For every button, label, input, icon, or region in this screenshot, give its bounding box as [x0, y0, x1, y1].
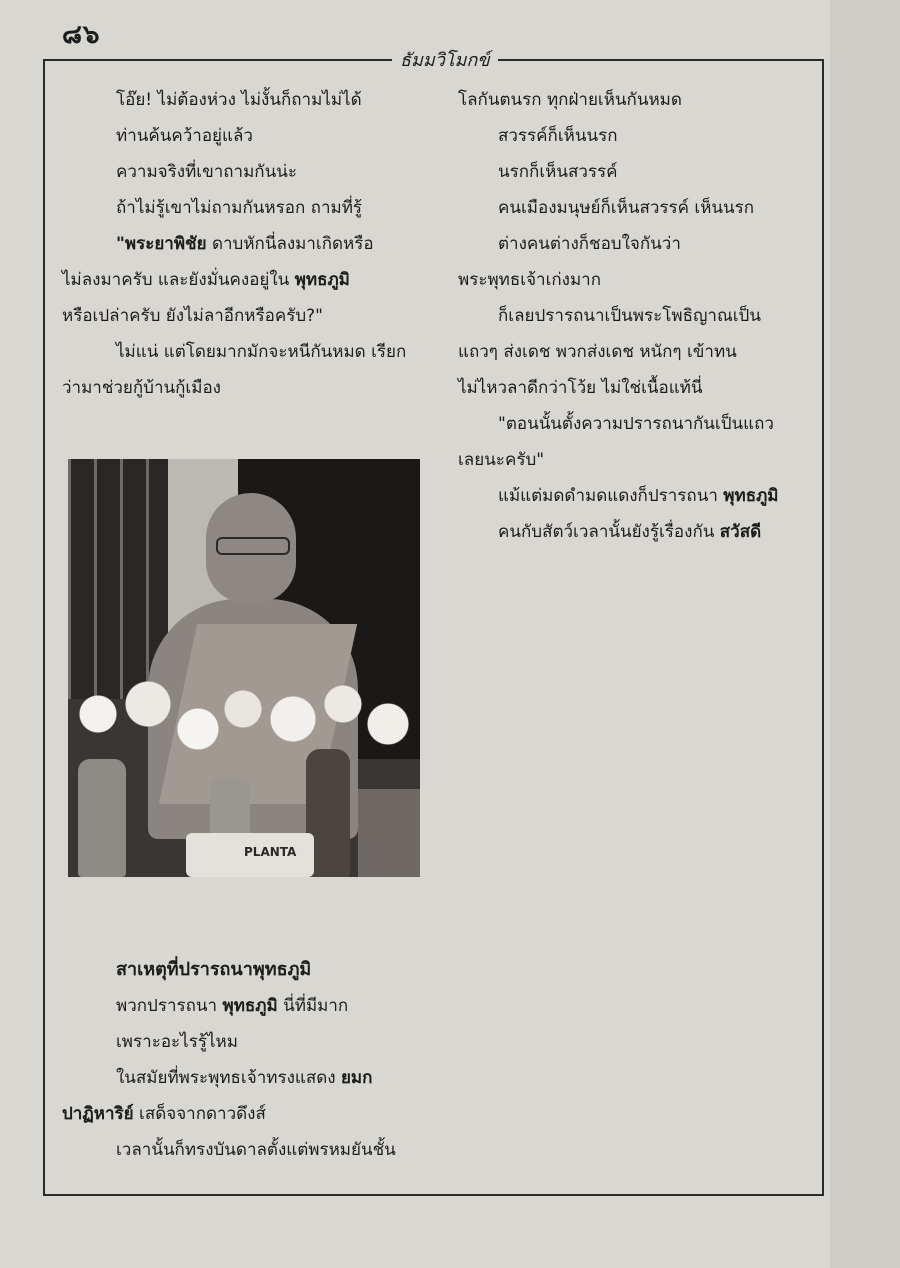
text-line: "พระยาพิชัย ดาบหักนี่ลงมาเกิดหรือ — [116, 234, 374, 254]
running-header: ธัมมวิโมกข์ — [392, 45, 498, 74]
photo-tin — [186, 833, 314, 877]
text-line: นรกก็เห็นสวรรค์ — [498, 162, 618, 182]
text-line: โอ๊ย! ไม่ต้องห่วง ไม่งั้นก็ถามไม่ได้ — [116, 90, 362, 110]
text-line: ในสมัยที่พระพุทธเจ้าทรงแสดง ยมก — [116, 1068, 373, 1088]
text-line: หรือเปล่าครับ ยังไม่ลาอีกหรือครับ?" — [62, 306, 323, 326]
text-line: เวลานั้นก็ทรงบันดาลตั้งแต่พรหมยันชั้น — [116, 1140, 396, 1160]
photo-tray — [358, 789, 420, 877]
text-line: พระพุทธเจ้าเก่งมาก — [458, 270, 602, 290]
text-line: ต่างคนต่างก็ชอบใจกันว่า — [498, 234, 681, 254]
photo-vase — [78, 759, 126, 877]
monk-photo — [68, 459, 420, 877]
text-line: คนเมืองมนุษย์ก็เห็นสวรรค์ เห็นนรก — [498, 198, 755, 218]
text-line: "ตอนนั้นตั้งความปรารถนากันเป็นแถว — [498, 414, 774, 434]
text-line: ไม่ลงมาครับ และยังมั่นคงอยู่ใน พุทธภูมิ — [62, 270, 350, 290]
text-line: เลยนะครับ" — [458, 450, 545, 470]
text-line: สวรรค์ก็เห็นนรก — [498, 126, 618, 146]
text-line: ปาฏิหาริย์ เสด็จจากดาวดึงส์ — [62, 1104, 266, 1124]
page-edge-shadow — [830, 0, 900, 1268]
left-column-bottom — [62, 952, 442, 1168]
bold-term: สวัสดี — [719, 522, 762, 542]
bold-term: "พระยาพิชัย — [116, 234, 207, 254]
text-line: ว่ามาช่วยกู้บ้านกู้เมือง — [62, 378, 221, 398]
text-line: ความจริงที่เขาถามกันน่ะ — [116, 162, 297, 182]
bold-term: พุทธภูมิ — [723, 486, 779, 506]
text-line: โลกันตนรก ทุกฝ่ายเห็นกันหมด — [458, 90, 682, 110]
photo-glasses — [216, 537, 290, 555]
text-line: เพราะอะไรรู้ไหม — [116, 1032, 238, 1052]
text-line: ท่านค้นคว้าอยู่แล้ว — [116, 126, 253, 146]
tin-label: PLANTA — [244, 845, 297, 859]
text-line: พวกปรารถนา พุทธภูมิ นี่ที่มีมาก — [116, 996, 349, 1016]
text-line: แถวๆ ส่งเดช พวกส่งเดช หนักๆ เข้าทน — [458, 342, 737, 362]
bold-term: พุทธภูมิ — [294, 270, 350, 290]
text-line: แม้แต่มดดำมดแดงก็ปรารถนา พุทธภูมิ — [498, 486, 779, 506]
section-title: สาเหตุที่ปรารถนาพุทธภูมิ — [116, 959, 312, 980]
text-line: คนกับสัตว์เวลานั้นยังรู้เรื่องกัน สวัสดี — [498, 522, 762, 542]
page-number: ๘๖ — [62, 20, 101, 50]
text-line: ไม่แน่ แต่โดยมากมักจะหนีกันหมด เรียก — [116, 342, 407, 362]
text-line: ไม่ไหวลาดีกว่าโว้ย ไม่ใช่เนื้อแท้นี่ — [458, 378, 703, 398]
bold-term: ปาฏิหาริย์ — [62, 1104, 134, 1124]
right-column — [458, 82, 818, 550]
text-line: ถ้าไม่รู้เขาไม่ถามกันหรอก ถามที่รู้ — [116, 198, 363, 218]
left-column-top — [62, 82, 442, 406]
bold-term: พุทธภูมิ — [222, 996, 278, 1016]
text-line: ก็เลยปรารถนาเป็นพระโพธิญาณเป็น — [498, 306, 761, 326]
bold-term: ยมก — [340, 1068, 373, 1088]
